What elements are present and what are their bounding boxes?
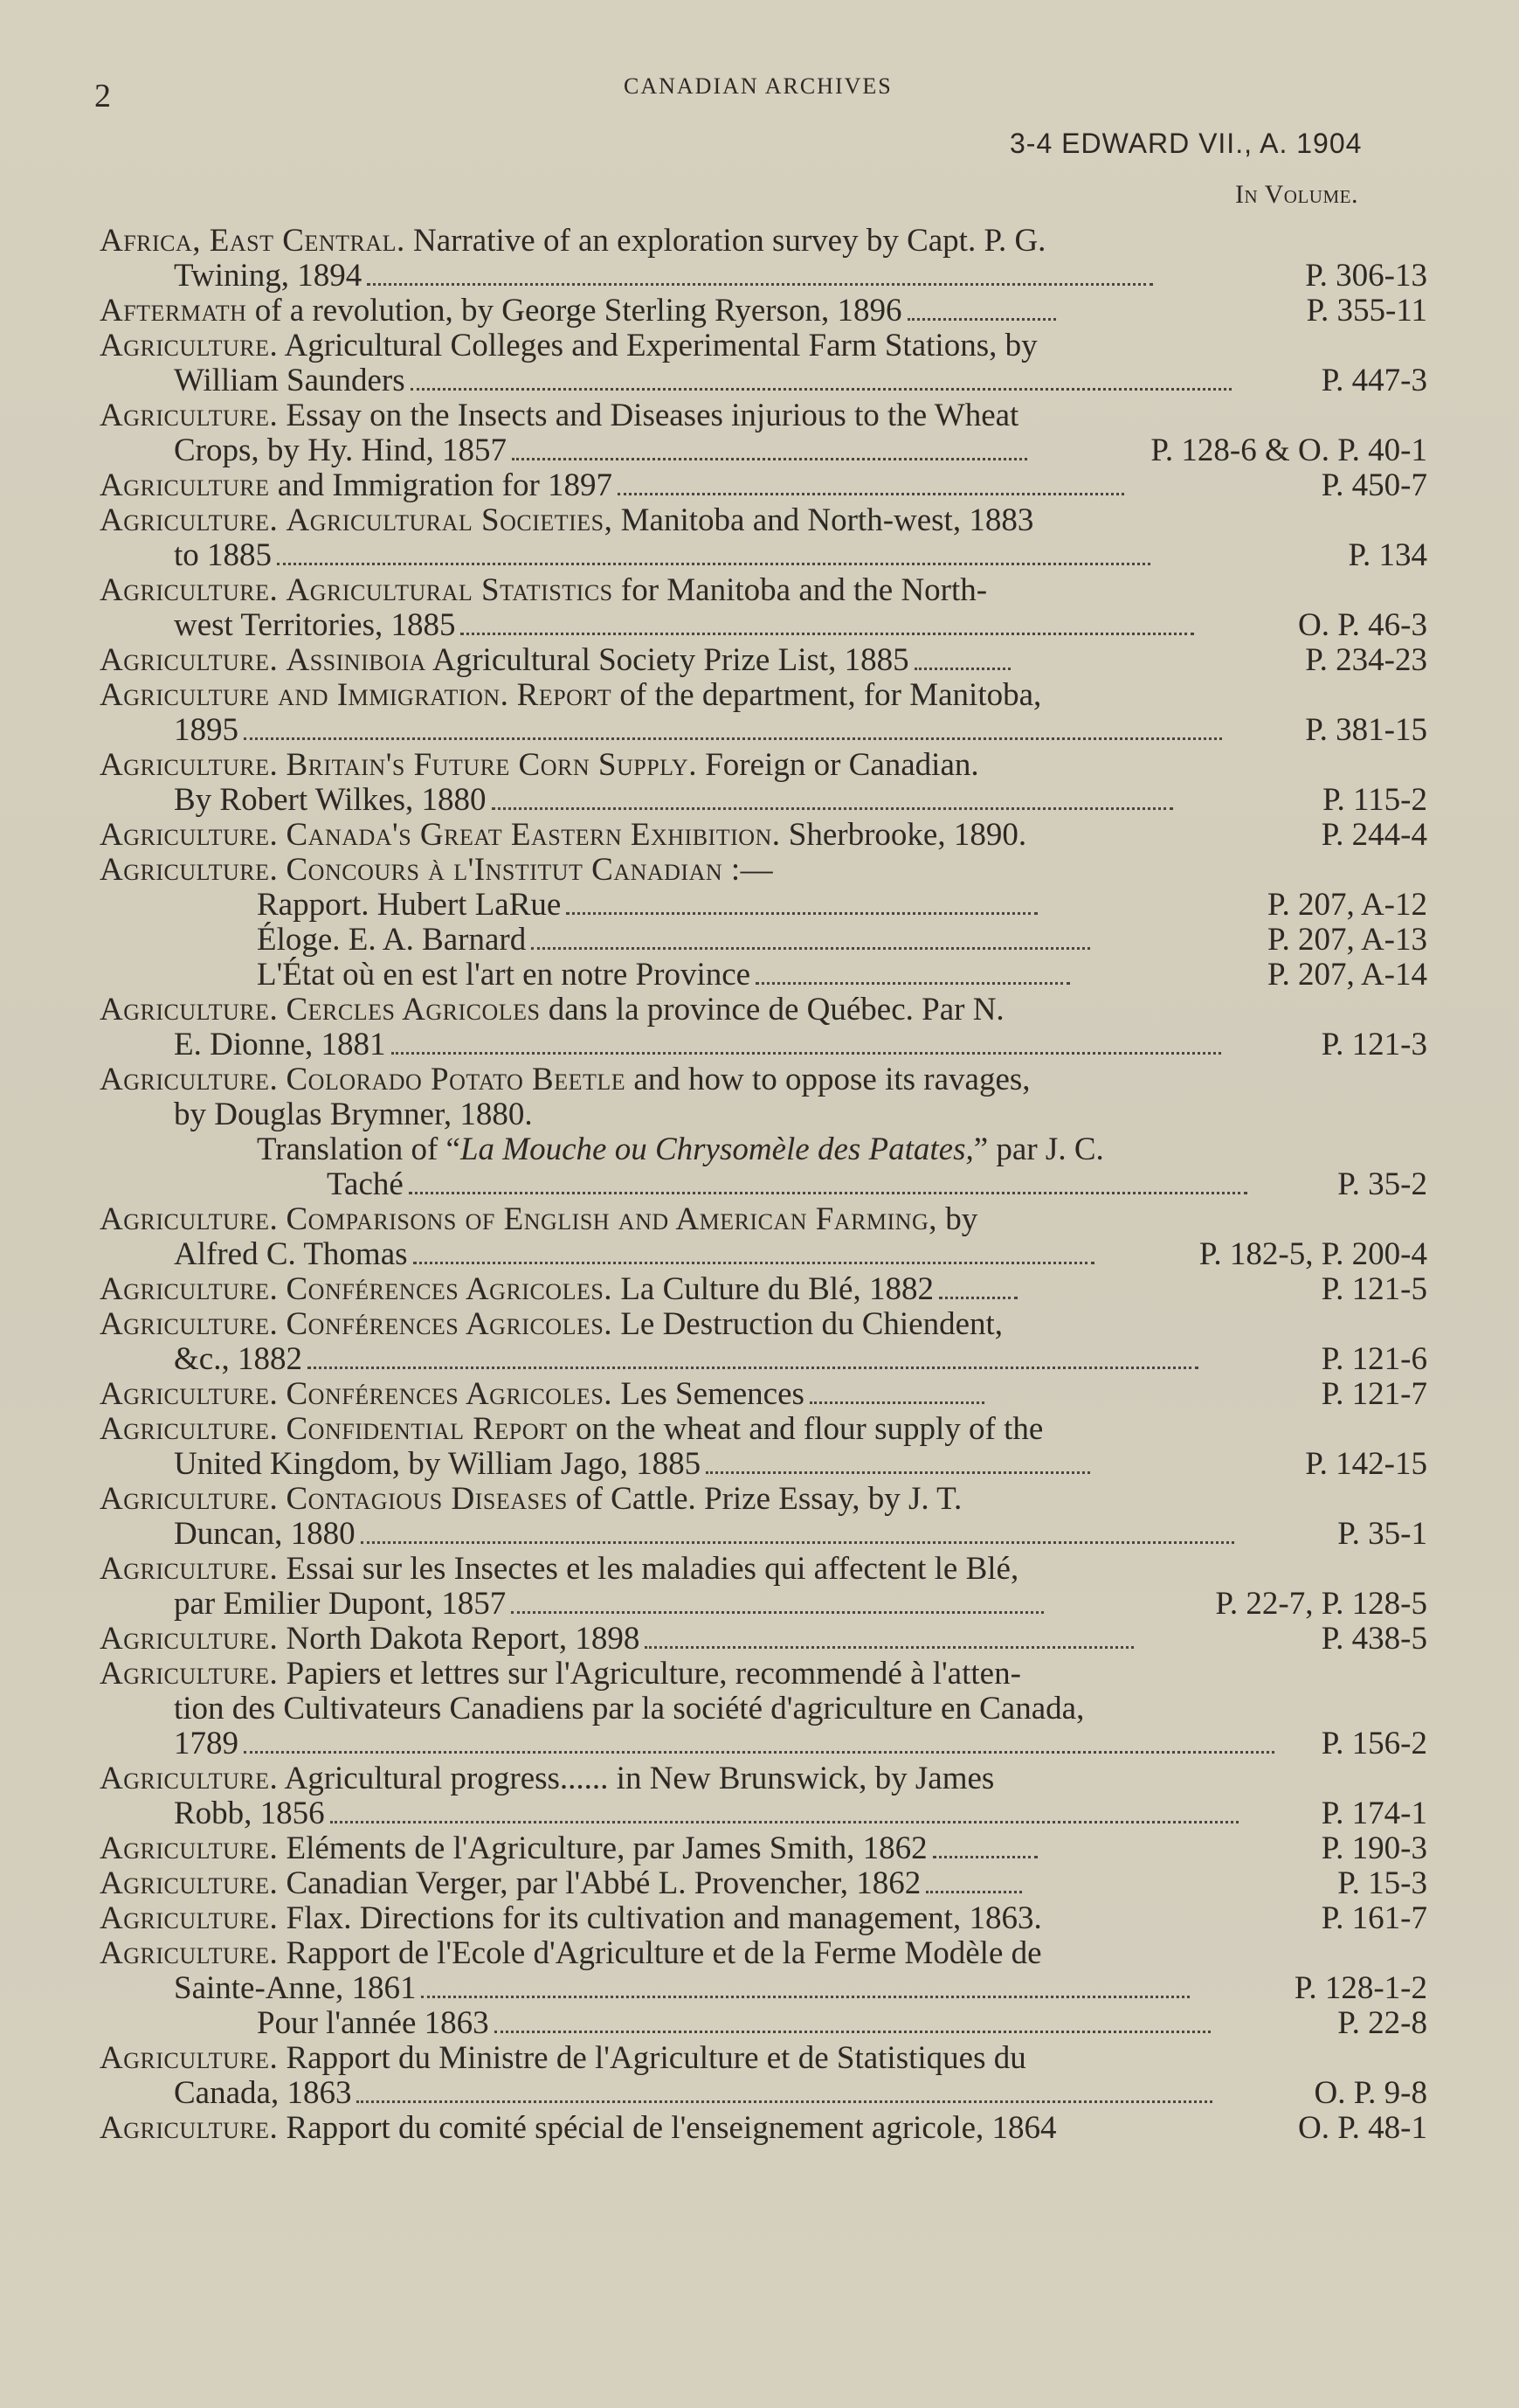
entry-subject: Contagious Diseases	[286, 1481, 568, 1517]
entry-heading: Agriculture.	[100, 747, 279, 783]
volume-reference: P. 142-15	[1305, 1446, 1427, 1482]
entry-heading: Agriculture	[100, 467, 270, 503]
entry-heading: Agriculture.	[100, 1900, 279, 1936]
entry-continuation: William Saunders	[174, 363, 405, 398]
entry-title: Agricultural Society Prize List, 1885	[432, 642, 909, 678]
entry-continuation: &c., 1882	[174, 1341, 302, 1377]
entry-title: dans la province de Québec. Par N.	[548, 992, 1005, 1028]
entry-title: L'État où en est l'art en notre Province	[257, 957, 751, 993]
index-entry	[100, 1761, 1427, 1831]
index-entry	[100, 224, 1427, 294]
index-entry	[100, 1901, 1427, 1936]
volume-reference: P. 128-1-2	[1294, 1970, 1427, 2006]
entry-subject: Confidential Report	[286, 1411, 568, 1447]
entry-title: Sherbrooke, 1890.	[788, 817, 1027, 853]
volume-reference: P. 161-7	[1321, 1900, 1427, 1936]
volume-reference: P. 121-6	[1321, 1341, 1427, 1377]
entry-subject: Britain's Future Corn Supply.	[286, 747, 697, 783]
page-number: 2	[94, 78, 111, 114]
entry-subject: Cercles Agricoles	[286, 992, 541, 1028]
entry-heading: Agriculture.	[100, 1376, 279, 1412]
entry-title: Papiers et lettres sur l'Agriculture, recommendé à l'atten-	[286, 1656, 1021, 1692]
entry-title: Essay on the Insects and Diseases injurious to the Wheat	[286, 398, 1019, 433]
volume-reference: P. 22-8	[1337, 2005, 1427, 2041]
volume-reference: P. 121-7	[1321, 1376, 1427, 1412]
entry-title: of Cattle. Prize Essay, by J. T.	[576, 1481, 963, 1517]
entry-heading: Agriculture.	[100, 1481, 279, 1517]
entry-title: and how to oppose its ravages,	[633, 1062, 1031, 1097]
entry-title: Canadian Verger, par l'Abbé L. Provencher, 1862	[286, 1865, 922, 1901]
entry-heading: Aftermath	[100, 293, 247, 329]
entry-subject: Colorado Potato Beetle	[286, 1062, 626, 1097]
volume-reference: P. 438-5	[1321, 1621, 1427, 1657]
entry-title: and Immigration for 1897	[277, 467, 613, 503]
index-entries	[100, 224, 1445, 2146]
entry-continuation: Canada, 1863	[174, 2075, 352, 2111]
entry-title-italic: La Mouche ou Chrysomèle des Patates,	[459, 1131, 974, 1167]
entry-heading: Agriculture.	[100, 1656, 279, 1692]
entry-title: Essai sur les Insectes et les maladies qui affectent le Blé,	[286, 1551, 1019, 1587]
entry-title: of a revolution, by George Sterling Ryerson, 1896	[254, 293, 902, 329]
in-volume-heading: In Volume.	[1235, 180, 1358, 209]
volume-reference: P. 355-11	[1306, 293, 1427, 329]
entry-heading: Agriculture.	[100, 1935, 279, 1971]
entry-heading: Agriculture and Immigration.	[100, 677, 509, 713]
entry-title-tail: ” par J. C.	[973, 1131, 1104, 1167]
entry-heading: Agriculture.	[100, 852, 279, 888]
volume-reference: P. 207, A-13	[1267, 922, 1427, 958]
volume-reference: P. 182-5, P. 200-4	[1198, 1236, 1427, 1272]
entry-heading: Agriculture.	[100, 2040, 279, 2076]
entry-heading: Agriculture.	[100, 1201, 279, 1237]
entry-subject: Agricultural Societies,	[286, 502, 613, 538]
entry-continuation: 1789	[174, 1726, 238, 1761]
volume-reference: P. 22-7, P. 128-5	[1215, 1586, 1427, 1622]
volume-reference: P. 121-3	[1321, 1027, 1427, 1062]
volume-reference: P. 207, A-12	[1267, 887, 1427, 923]
entry-title: Agricultural Colleges and Experimental Farm Stations, by	[284, 328, 1038, 363]
entry-title-lead: Translation of “	[257, 1131, 460, 1167]
index-entry	[100, 294, 1427, 329]
entry-subject: Conférences Agricoles.	[286, 1271, 613, 1307]
entry-heading: Agriculture.	[100, 1621, 279, 1657]
entry-continuation: par Emilier Dupont, 1857	[174, 1586, 507, 1622]
volume-reference: P. 447-3	[1321, 363, 1427, 398]
index-entry	[100, 958, 1427, 993]
index-entry	[100, 1657, 1427, 1761]
index-entry	[100, 1202, 1427, 1272]
entry-heading: Africa, East Central.	[100, 223, 405, 259]
entry-continuation: Taché	[327, 1166, 404, 1202]
entry-continuation: tion des Cultivateurs Canadiens par la société d'agriculture en Canada,	[174, 1691, 1085, 1726]
index-entry	[100, 888, 1427, 923]
volume-reference: P. 115-2	[1322, 782, 1427, 818]
index-entry	[100, 853, 1427, 888]
entry-heading: Agriculture.	[100, 1271, 279, 1307]
entry-title: Flax. Directions for its cultivation and management, 1863.	[286, 1900, 1042, 1936]
entry-title: for Manitoba and the North-	[620, 572, 988, 608]
entry-continuation: Sainte-Anne, 1861	[174, 1970, 417, 2006]
entry-heading: Agriculture.	[100, 992, 279, 1028]
entry-heading: Agriculture.	[100, 1865, 279, 1901]
entry-heading: Agriculture.	[100, 502, 279, 538]
entry-continuation: United Kingdom, by William Jago, 1885	[174, 1446, 701, 1482]
entry-title: Éloge. E. A. Barnard	[257, 922, 527, 958]
entry-continuation: E. Dionne, 1881	[174, 1027, 386, 1062]
volume-reference: P. 207, A-14	[1267, 957, 1427, 993]
entry-heading: Agriculture.	[100, 642, 279, 678]
entry-continuation: By Robert Wilkes, 1880	[174, 782, 487, 818]
entry-title: La Culture du Blé, 1882	[620, 1271, 934, 1307]
index-entry	[100, 1062, 1427, 1132]
entry-subject: Agricultural Statistics	[286, 572, 613, 608]
volume-reference: O. P. 9-8	[1314, 2075, 1427, 2111]
entry-title: Rapport du comité spécial de l'enseignement agricole, 1864	[286, 2110, 1057, 2146]
entry-title: Le Destruction du Chiendent,	[620, 1306, 1004, 1342]
entry-title: by	[945, 1201, 978, 1237]
entry-continuation: Crops, by Hy. Hind, 1857	[174, 432, 507, 468]
entry-title: Foreign or Canadian.	[705, 747, 979, 783]
index-entry	[100, 398, 1427, 468]
index-entry	[100, 1132, 1427, 1202]
volume-reference: O. P. 46-3	[1297, 607, 1427, 643]
entry-continuation: by Douglas Brymner, 1880.	[174, 1097, 533, 1132]
entry-continuation: Robb, 1856	[174, 1796, 325, 1831]
index-entry	[100, 1272, 1427, 1307]
entry-heading: Agriculture.	[100, 398, 279, 433]
entry-heading: Agriculture.	[100, 572, 279, 608]
entry-heading: Agriculture.	[100, 1411, 279, 1447]
entry-title: of the department, for Manitoba,	[619, 677, 1042, 713]
volume-reference: P. 244-4	[1321, 817, 1427, 853]
entry-subject: Concours à l'Institut Canadian :—	[286, 852, 774, 888]
volume-reference: P. 156-2	[1321, 1726, 1427, 1761]
volume-reference: P. 128-6 & O. P. 40-1	[1150, 432, 1427, 468]
entry-title: Agricultural progress...... in New Brunswick, by James	[284, 1761, 995, 1796]
index-entry	[100, 1377, 1427, 1412]
entry-title: Narrative of an exploration survey by Capt. P. G.	[413, 223, 1046, 259]
entry-subject: Canada's Great Eastern Exhibition.	[286, 817, 781, 853]
index-entry	[100, 923, 1427, 958]
index-entry	[100, 329, 1427, 398]
volume-reference: O. P. 48-1	[1297, 2110, 1427, 2146]
index-entry	[100, 468, 1427, 503]
entry-continuation: 1895	[174, 712, 238, 748]
entry-heading: Agriculture.	[100, 1062, 279, 1097]
session-heading: 3-4 EDWARD VII., A. 1904	[1010, 128, 1363, 159]
index-entry	[100, 1307, 1427, 1377]
index-entry	[100, 993, 1427, 1062]
index-entry	[100, 1552, 1427, 1622]
entry-title: North Dakota Report, 1898	[286, 1621, 640, 1657]
entry-continuation: to 1885	[174, 537, 273, 573]
entry-continuation: Alfred C. Thomas	[174, 1236, 408, 1272]
index-entry	[100, 1866, 1427, 1901]
volume-reference: P. 381-15	[1305, 712, 1427, 748]
entry-continuation: west Territories, 1885	[174, 607, 456, 643]
index-entry	[100, 2006, 1427, 2041]
index-entry	[100, 818, 1427, 853]
index-entry	[100, 573, 1427, 643]
entry-subject: Report	[516, 677, 612, 713]
entry-title: Manitoba and North-west, 1883	[620, 502, 1034, 538]
index-entry	[100, 2041, 1427, 2111]
volume-reference: P. 306-13	[1305, 258, 1427, 294]
volume-reference: P. 174-1	[1321, 1796, 1427, 1831]
index-entry	[100, 1622, 1427, 1657]
entry-title: Eléments de l'Agriculture, par James Smith, 1862	[286, 1830, 928, 1866]
entry-heading: Agriculture.	[100, 328, 279, 363]
volume-reference: P. 134	[1348, 537, 1427, 573]
entry-continuation: Twining, 1894	[174, 258, 362, 294]
index-entry	[100, 503, 1427, 573]
entry-heading: Agriculture.	[100, 2110, 279, 2146]
index-entry	[100, 2111, 1427, 2146]
volume-reference: P. 35-2	[1337, 1166, 1427, 1202]
entry-subject: Conférences Agricoles.	[286, 1376, 613, 1412]
index-entry	[100, 1936, 1427, 2006]
entry-title: Rapport de l'Ecole d'Agriculture et de la Ferme Modèle de	[286, 1935, 1042, 1971]
entry-title: on the wheat and flour supply of the	[575, 1411, 1044, 1447]
entry-heading: Agriculture.	[100, 1761, 279, 1796]
volume-reference: P. 15-3	[1337, 1865, 1427, 1901]
entry-title: Rapport du Ministre de l'Agriculture et de Statistiques du	[286, 2040, 1026, 2076]
index-entry	[100, 1482, 1427, 1552]
entry-subject: Assiniboia	[286, 642, 426, 678]
entry-heading: Agriculture.	[100, 1306, 279, 1342]
entry-subject: Comparisons of English and American Farming,	[286, 1201, 937, 1237]
index-entry	[100, 1831, 1427, 1866]
index-entry	[100, 643, 1427, 678]
entry-title: Pour l'année 1863	[257, 2005, 489, 2041]
entry-heading: Agriculture.	[100, 1551, 279, 1587]
index-entry	[100, 748, 1427, 818]
entry-heading: Agriculture.	[100, 1830, 279, 1866]
volume-reference: P. 121-5	[1321, 1271, 1427, 1307]
entry-title: Rapport. Hubert LaRue	[257, 887, 562, 923]
entry-heading: Agriculture.	[100, 817, 279, 853]
volume-reference: P. 35-1	[1337, 1516, 1427, 1552]
index-entry	[100, 678, 1427, 748]
entry-continuation: Duncan, 1880	[174, 1516, 356, 1552]
running-head: CANADIAN ARCHIVES	[624, 73, 893, 99]
volume-reference: P. 234-23	[1305, 642, 1427, 678]
volume-reference: P. 190-3	[1321, 1830, 1427, 1866]
entry-subject: Conférences Agricoles.	[286, 1306, 613, 1342]
index-entry	[100, 1412, 1427, 1482]
entry-title: Les Semences	[620, 1376, 804, 1412]
volume-reference: P. 450-7	[1321, 467, 1427, 503]
